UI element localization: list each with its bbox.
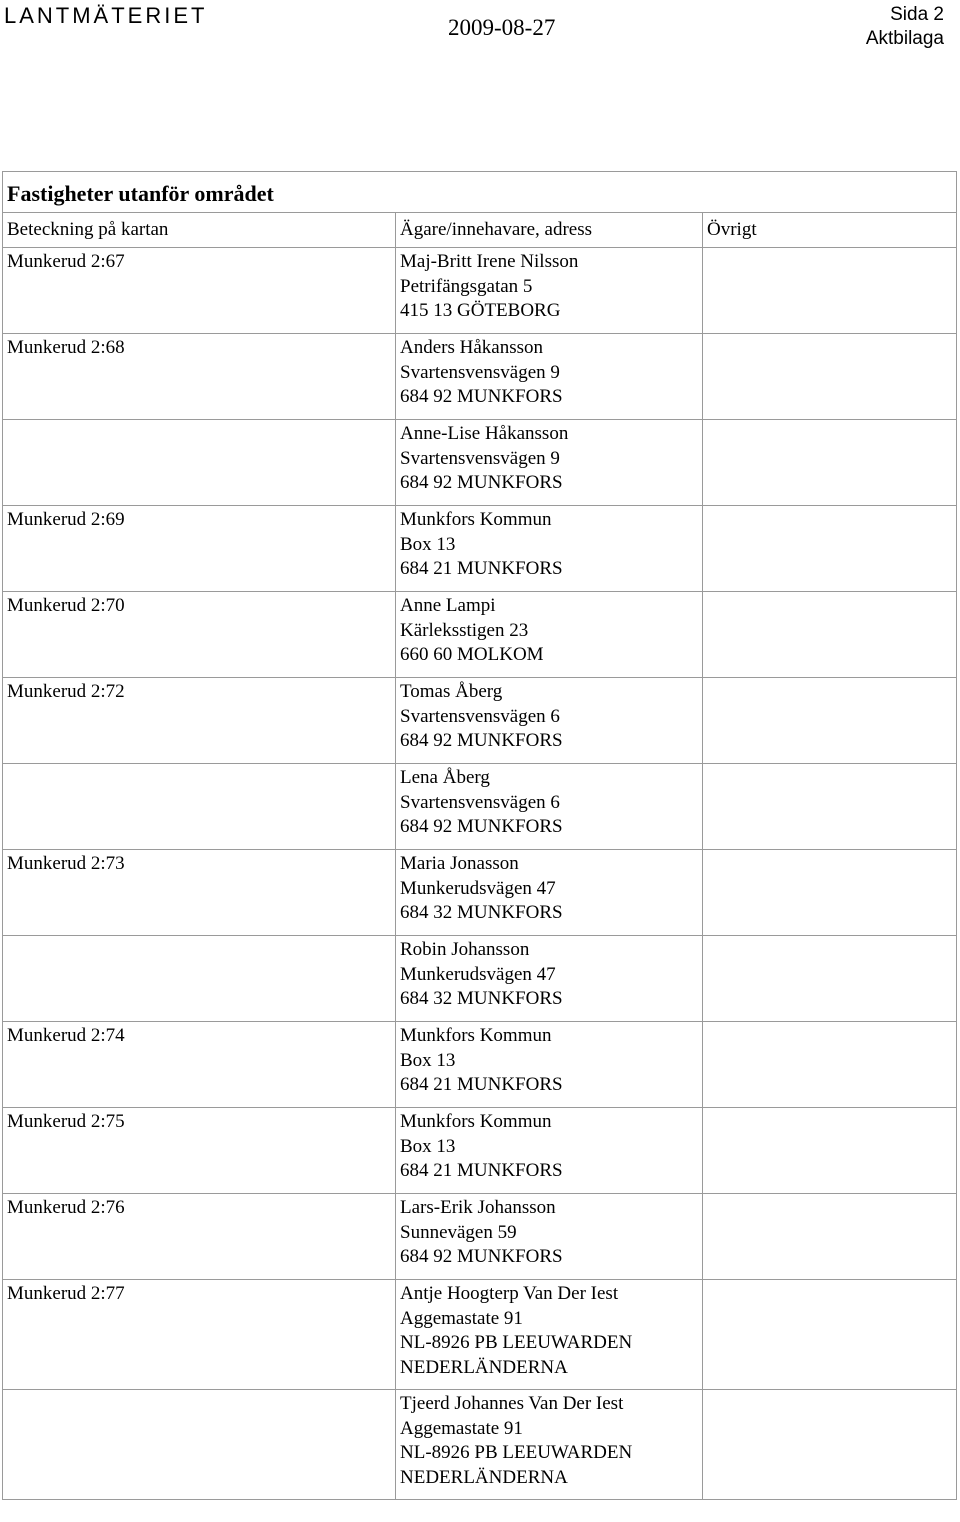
owner-address-line: NEDERLÄNDERNA <box>400 1356 568 1378</box>
designation-cell: Munkerud 2:72 <box>3 678 396 764</box>
owner-address-line: Box 13 <box>400 1135 456 1157</box>
designation-cell <box>3 420 396 506</box>
table-row <box>3 1280 957 1390</box>
designation-cell: Munkerud 2:76 <box>3 1194 396 1280</box>
table-title: Fastigheter utanför området <box>3 172 957 213</box>
owner-address-line: Munkfors Kommun <box>400 1111 552 1132</box>
table-row <box>3 1022 957 1108</box>
other-cell <box>703 936 957 1022</box>
other-cell <box>703 1280 957 1390</box>
owner-cell <box>396 936 703 1022</box>
owner-address-line: 684 92 MUNKFORS <box>400 1246 563 1268</box>
other-cell <box>703 1022 957 1108</box>
owner-address-line: Petrifängsgatan 5 <box>400 275 533 297</box>
owner-address-line: 684 21 MUNKFORS <box>400 1074 563 1096</box>
table-row <box>3 334 957 420</box>
owner-cell <box>396 248 703 334</box>
owner-address-line: 684 92 MUNKFORS <box>400 816 563 838</box>
owner-address-line: Box 13 <box>400 533 456 555</box>
designation-cell <box>3 764 396 850</box>
other-cell <box>703 248 957 334</box>
owner-address-line: 684 32 MUNKFORS <box>400 902 563 924</box>
designation-cell: Munkerud 2:67 <box>3 248 396 334</box>
page-number: Sida 2 <box>890 4 944 25</box>
owner-cell <box>396 592 703 678</box>
owner-address-line: Maj-Britt Irene Nilsson <box>400 251 579 272</box>
table-row <box>3 850 957 936</box>
owner-cell <box>396 850 703 936</box>
owner-address-line: Lars-Erik Johansson <box>400 1197 556 1218</box>
owner-address-line: Maria Jonasson <box>400 853 519 874</box>
table-row <box>3 1390 957 1500</box>
designation-cell: Munkerud 2:69 <box>3 506 396 592</box>
other-cell <box>703 764 957 850</box>
other-cell <box>703 1390 957 1500</box>
header-date: 2009-08-27 <box>448 15 556 40</box>
owner-address-line: Munkfors Kommun <box>400 509 552 530</box>
owner-address-line: Tomas Åberg <box>400 681 503 702</box>
owner-address-line: Anne-Lise Håkansson <box>400 423 569 444</box>
owner-cell <box>396 1194 703 1280</box>
owner-address-line: Svartensvensvägen 6 <box>400 705 560 727</box>
table-row <box>3 936 957 1022</box>
designation-cell: Munkerud 2:77 <box>3 1280 396 1390</box>
designation-cell: Munkerud 2:74 <box>3 1022 396 1108</box>
owner-address-line: Kärleksstigen 23 <box>400 619 529 641</box>
owner-address-line: Tjeerd Johannes Van Der Iest <box>400 1393 624 1414</box>
owner-address-line: 684 92 MUNKFORS <box>400 730 563 752</box>
owner-address-line: Anders Håkansson <box>400 337 544 358</box>
owner-address-line: 684 21 MUNKFORS <box>400 558 563 580</box>
owner-cell <box>396 678 703 764</box>
table-row <box>3 248 957 334</box>
owner-address-line: NEDERLÄNDERNA <box>400 1466 568 1488</box>
other-cell <box>703 1108 957 1194</box>
owner-address-line: Svartensvensvägen 9 <box>400 361 560 383</box>
table-row <box>3 678 957 764</box>
table-title-row <box>3 172 957 213</box>
designation-cell <box>3 1390 396 1500</box>
owner-address-line: Svartensvensvägen 6 <box>400 791 560 813</box>
properties-table <box>2 171 957 1500</box>
owner-cell <box>396 764 703 850</box>
owner-cell <box>396 1280 703 1390</box>
other-cell <box>703 592 957 678</box>
other-cell <box>703 420 957 506</box>
owner-address-line: Aggemastate 91 <box>400 1307 523 1329</box>
designation-cell: Munkerud 2:68 <box>3 334 396 420</box>
table-row <box>3 1108 957 1194</box>
owner-cell <box>396 1108 703 1194</box>
other-cell <box>703 850 957 936</box>
owner-address-line: Box 13 <box>400 1049 456 1071</box>
header-page-info <box>866 3 944 51</box>
table-row <box>3 764 957 850</box>
table-header-row <box>3 213 957 248</box>
designation-cell: Munkerud 2:70 <box>3 592 396 678</box>
owner-address-line: 684 21 MUNKFORS <box>400 1160 563 1182</box>
owner-address-line: Anne Lampi <box>400 595 496 616</box>
owner-cell <box>396 1022 703 1108</box>
owner-address-line: Sunnevägen 59 <box>400 1221 517 1243</box>
designation-cell: Munkerud 2:73 <box>3 850 396 936</box>
owner-address-line: NL-8926 PB LEEUWARDEN <box>400 1442 633 1464</box>
owner-address-line: Munkfors Kommun <box>400 1025 552 1046</box>
column-header-owner: Ägare/innehavare, adress <box>396 213 703 248</box>
designation-cell: Munkerud 2:75 <box>3 1108 396 1194</box>
table-row <box>3 1194 957 1280</box>
attachment-label: Aktbilaga <box>865 28 944 49</box>
owner-address-line: Antje Hoogterp Van Der Iest <box>400 1283 619 1304</box>
owner-cell <box>396 334 703 420</box>
owner-address-line: Lena Åberg <box>400 767 490 788</box>
table-row <box>3 420 957 506</box>
owner-address-line: Aggemastate 91 <box>400 1417 523 1439</box>
owner-address-line: 684 92 MUNKFORS <box>400 386 563 408</box>
owner-address-line: 684 32 MUNKFORS <box>400 988 563 1010</box>
owner-address-line: Robin Johansson <box>400 939 530 960</box>
owner-address-line: Svartensvensvägen 9 <box>400 447 560 469</box>
other-cell <box>703 506 957 592</box>
owner-address-line: NL-8926 PB LEEUWARDEN <box>400 1332 633 1354</box>
table-row <box>3 506 957 592</box>
owner-address-line: 684 92 MUNKFORS <box>400 472 563 494</box>
other-cell <box>703 334 957 420</box>
owner-cell <box>396 506 703 592</box>
owner-address-line: 415 13 GÖTEBORG <box>400 300 561 322</box>
owner-address-line: 660 60 MOLKOM <box>400 644 544 666</box>
column-header-other: Övrigt <box>703 213 957 248</box>
owner-cell <box>396 420 703 506</box>
owner-cell <box>396 1390 703 1500</box>
owner-address-line: Munkerudsvägen 47 <box>400 963 556 985</box>
other-cell <box>703 678 957 764</box>
header-brand: LANTMÄTERIET <box>4 3 208 28</box>
other-cell <box>703 1194 957 1280</box>
column-header-designation: Beteckning på kartan <box>3 213 396 248</box>
table-row <box>3 592 957 678</box>
designation-cell <box>3 936 396 1022</box>
owner-address-line: Munkerudsvägen 47 <box>400 877 556 899</box>
